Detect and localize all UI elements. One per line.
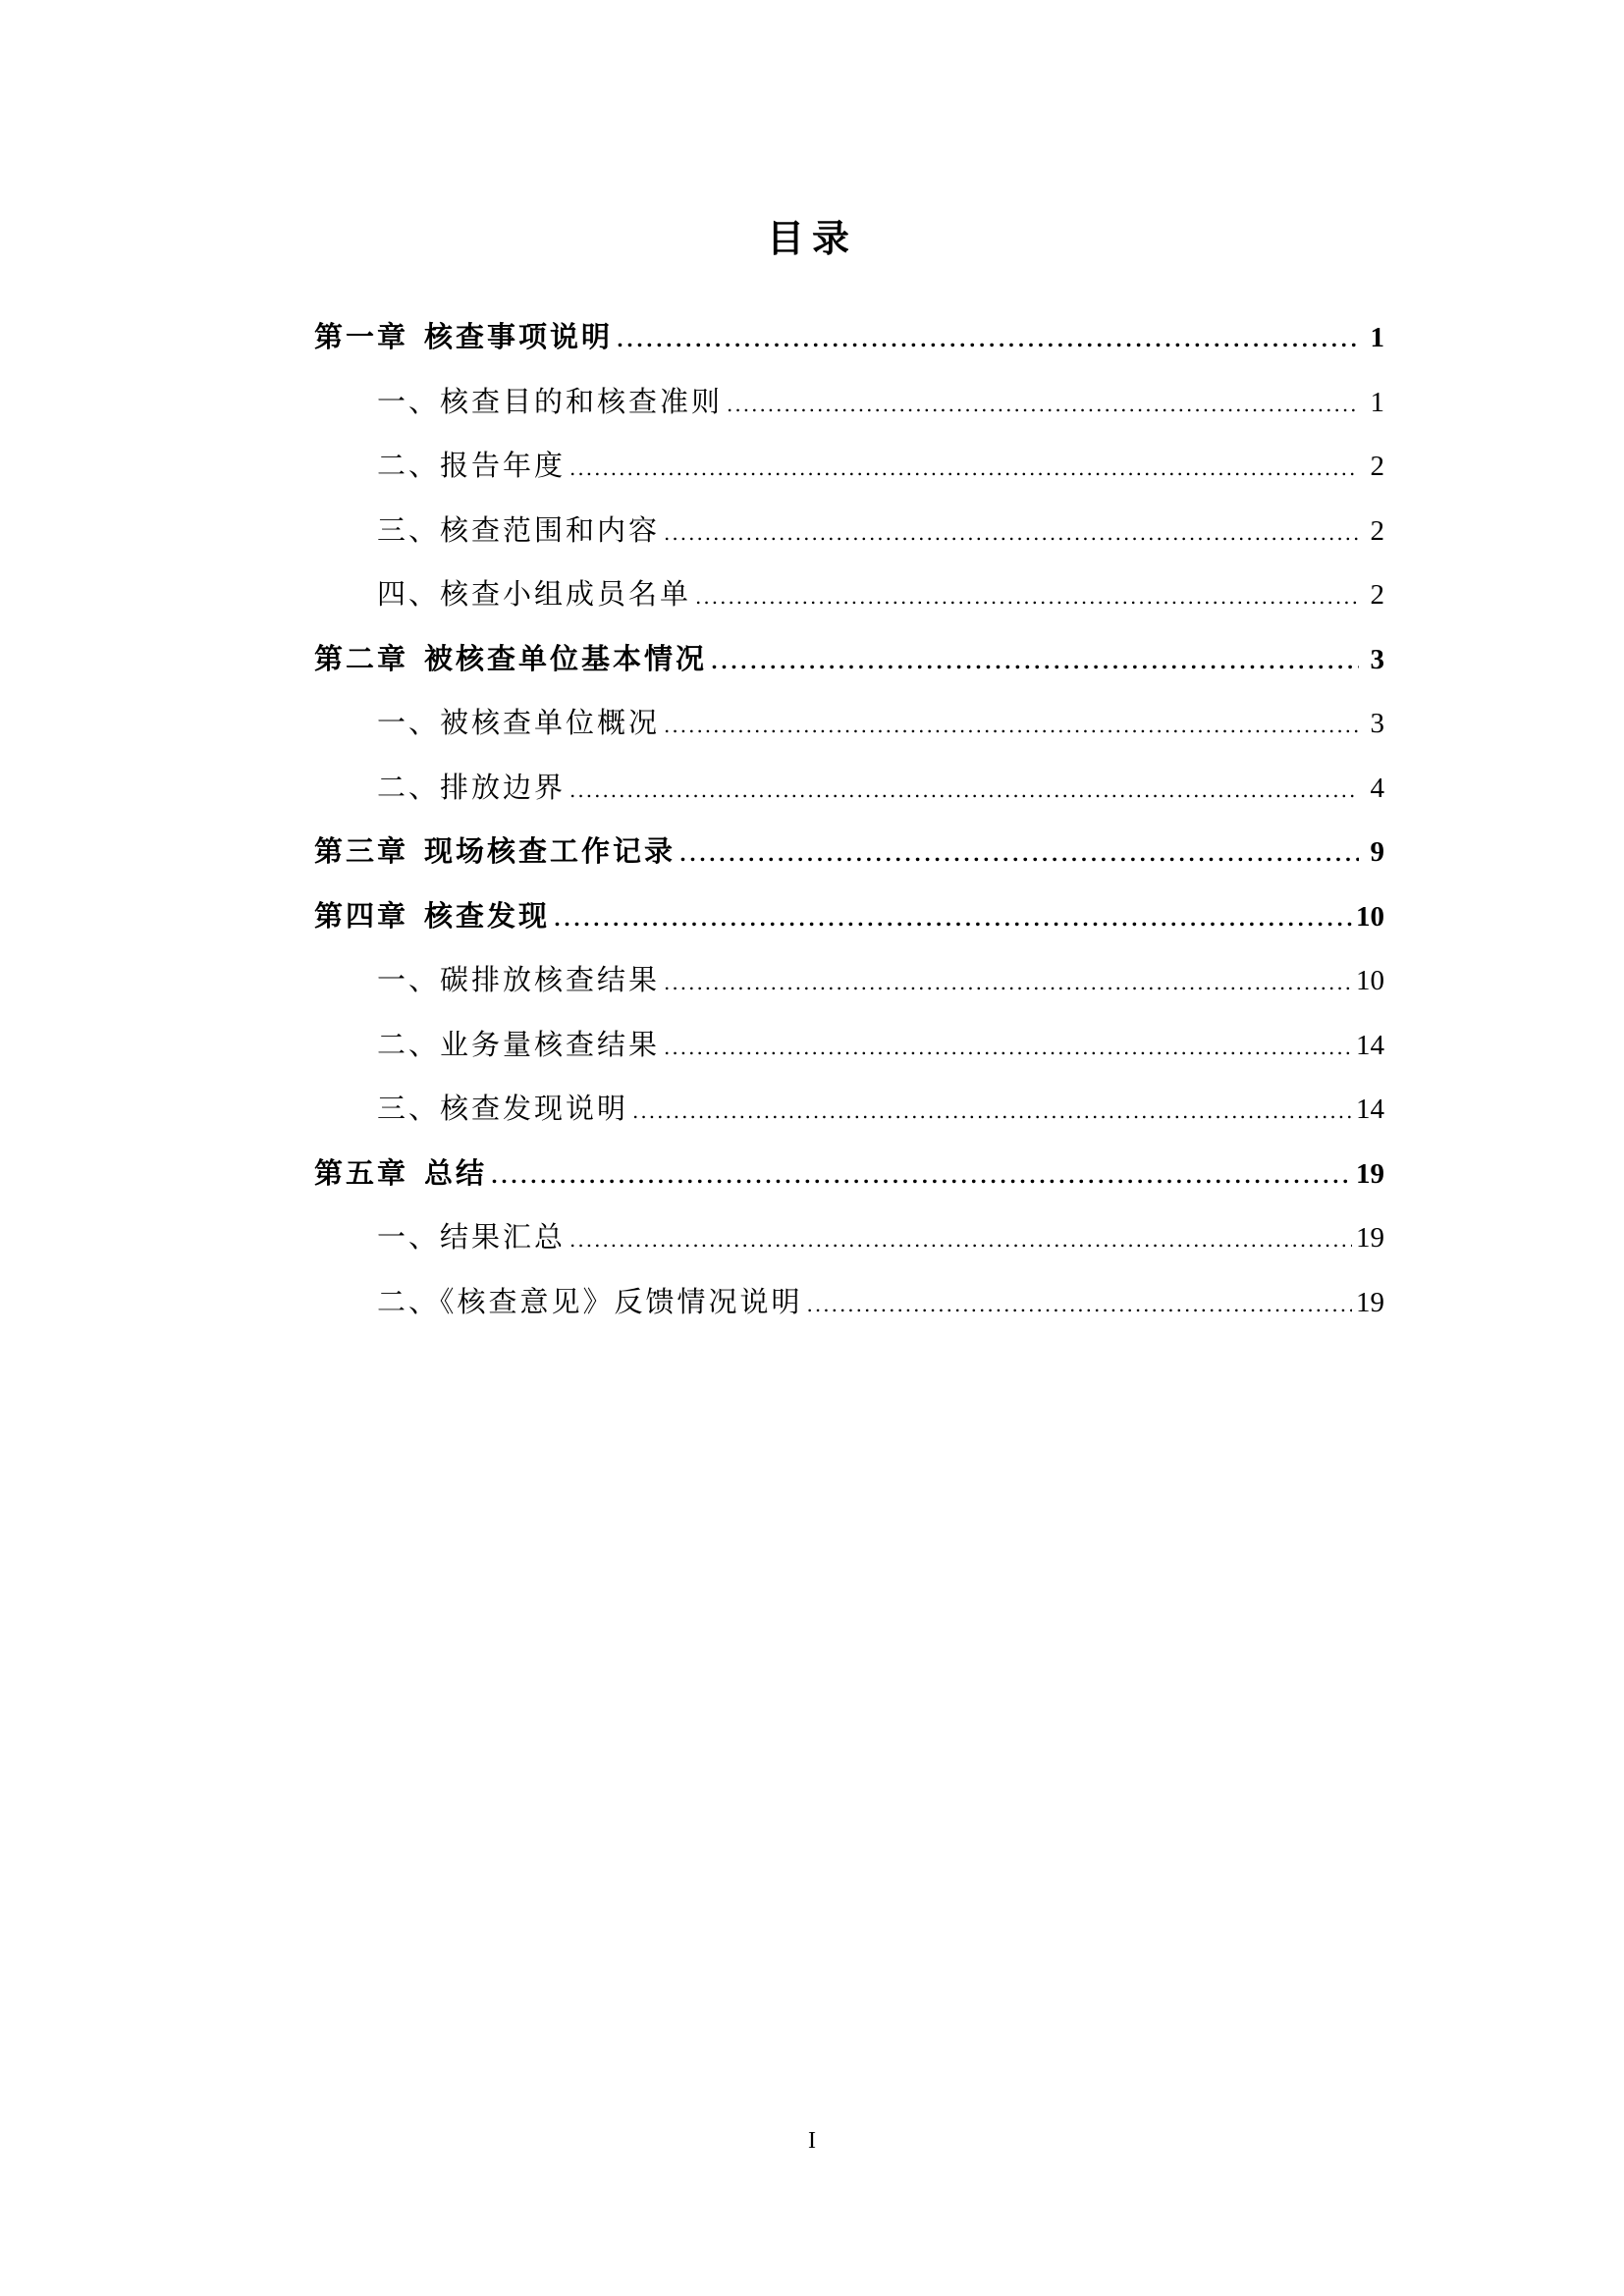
toc-page-number: 19 (1356, 1286, 1384, 1318)
toc-page-number: 1 (1370, 322, 1384, 353)
toc-leader-dots (727, 380, 1359, 429)
toc-chapter-number: 第五章 (314, 1155, 409, 1190)
toc-entry-label: 一、被核查单位概况 (377, 706, 661, 739)
toc-entry-section-4-1[interactable] (314, 955, 1384, 1020)
toc-page-number: 3 (1370, 643, 1384, 675)
toc-entry-label: 三、核查发现说明 (377, 1092, 629, 1125)
toc-entry-label (314, 1148, 487, 1198)
toc-page-number: 2 (1370, 514, 1384, 547)
toc-chapter-title: 核查发现 (424, 898, 551, 933)
toc-entry-label (314, 312, 613, 361)
toc-leader-dots (664, 958, 1352, 1007)
toc-page-number: 9 (1370, 836, 1384, 868)
toc-entry-label: 二、业务量核查结果 (377, 1027, 661, 1061)
toc-entry-label: 二、《核查意见》反馈情况说明 (377, 1284, 803, 1318)
toc-page-number: 19 (1356, 1157, 1384, 1190)
toc-entry-section-4-2[interactable] (314, 1020, 1384, 1085)
toc-entry-chapter-2[interactable] (314, 634, 1384, 699)
toc-entry-section-2-1[interactable] (314, 698, 1384, 763)
toc-entry-section-5-2[interactable] (314, 1277, 1384, 1342)
toc-entry-chapter-1[interactable] (314, 312, 1384, 377)
toc-leader-dots (664, 508, 1359, 558)
toc-chapter-title: 被核查单位基本情况 (424, 641, 708, 675)
toc-entry-label: 三、核查范围和内容 (377, 512, 661, 547)
page-number-footer: I (808, 2128, 816, 2154)
toc-page-number: 3 (1370, 708, 1384, 739)
toc-entry-label (314, 827, 676, 876)
toc-entry-label: 二、报告年度 (377, 449, 567, 482)
toc-title: 目录 (766, 216, 857, 260)
toc-leader-dots (807, 1280, 1352, 1329)
toc-entry-label: 一、结果汇总 (377, 1220, 567, 1254)
toc-chapter-number: 第三章 (314, 834, 409, 868)
toc-leader-dots (679, 829, 1359, 879)
toc-leader-dots (664, 701, 1359, 750)
toc-leader-dots (617, 315, 1359, 364)
toc-page-number: 14 (1356, 1094, 1384, 1125)
toc-entry-section-4-3[interactable] (314, 1084, 1384, 1148)
toc-page-number: 19 (1356, 1222, 1384, 1254)
toc-chapter-number: 第四章 (314, 898, 409, 933)
toc-page-number: 4 (1370, 772, 1384, 804)
toc-chapter-number: 第二章 (314, 641, 409, 675)
toc-entry-label: 一、碳排放核查结果 (377, 963, 661, 996)
table-of-contents (314, 312, 1384, 1341)
toc-entry-label (314, 891, 550, 940)
toc-page-number: 14 (1356, 1029, 1384, 1061)
toc-page-number: 2 (1370, 579, 1384, 611)
toc-leader-dots (569, 1215, 1352, 1264)
toc-page-number: 10 (1356, 900, 1384, 933)
toc-leader-dots (569, 444, 1359, 493)
toc-entry-chapter-5[interactable] (314, 1148, 1384, 1213)
toc-chapter-title: 总结 (424, 1155, 488, 1190)
toc-page-number: 10 (1356, 965, 1384, 996)
toc-entry-chapter-3[interactable] (314, 827, 1384, 891)
toc-entry-chapter-4[interactable] (314, 891, 1384, 956)
toc-leader-dots (632, 1087, 1352, 1136)
toc-entry-section-1-4[interactable] (314, 569, 1384, 634)
toc-entry-section-2-2[interactable] (314, 763, 1384, 828)
toc-entry-section-1-1[interactable] (314, 377, 1384, 442)
toc-chapter-title: 现场核查工作记录 (424, 834, 677, 868)
toc-page-number: 2 (1370, 451, 1384, 482)
toc-leader-dots (695, 572, 1359, 621)
toc-entry-label: 二、排放边界 (377, 770, 567, 804)
toc-leader-dots (569, 766, 1359, 815)
toc-leader-dots (664, 1023, 1352, 1072)
toc-chapter-number: 第一章 (314, 320, 409, 353)
toc-page-number: 1 (1370, 386, 1384, 418)
toc-entry-section-5-1[interactable] (314, 1212, 1384, 1277)
toc-entry-label: 四、核查小组成员名单 (377, 577, 692, 611)
toc-entry-section-1-3[interactable] (314, 506, 1384, 570)
toc-entry-label: 一、核查目的和核查准则 (377, 384, 724, 418)
toc-chapter-title: 核查事项说明 (424, 320, 614, 353)
toc-entry-label (314, 634, 707, 683)
toc-leader-dots (491, 1151, 1352, 1201)
toc-leader-dots (554, 894, 1352, 943)
toc-entry-section-1-2[interactable] (314, 441, 1384, 506)
toc-leader-dots (711, 637, 1359, 686)
